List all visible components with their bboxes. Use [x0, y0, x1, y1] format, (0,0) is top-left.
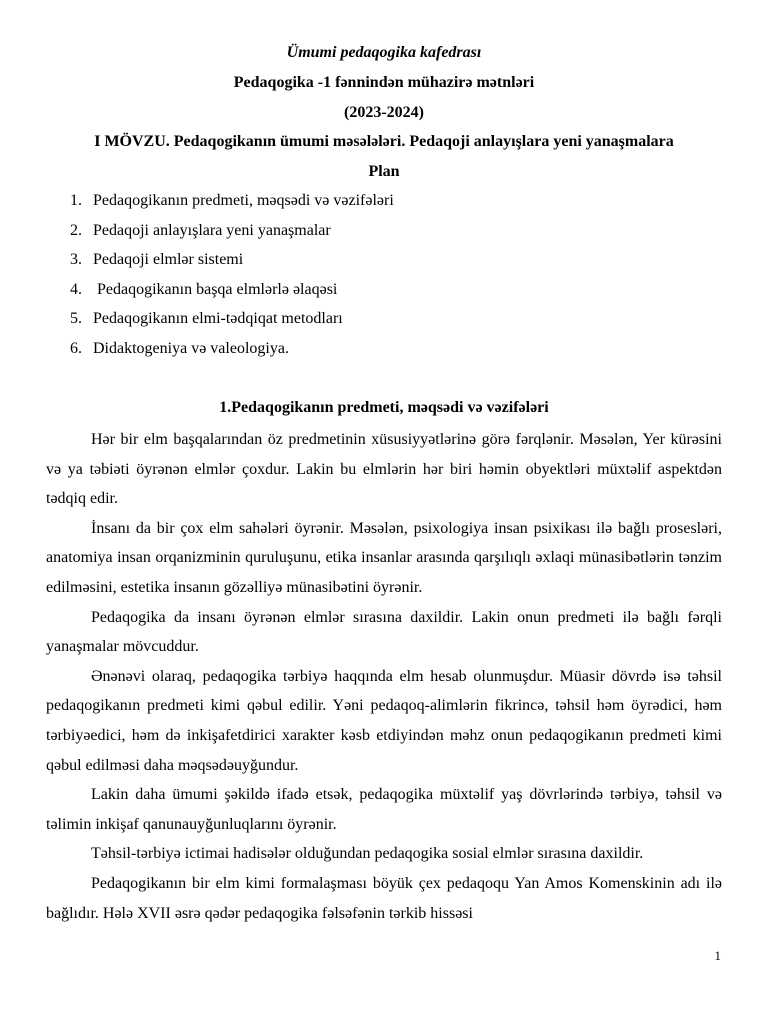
plan-item-number: 1. [70, 192, 82, 209]
page-number: 1 [714, 948, 721, 963]
plan-item-number: 2. [70, 221, 82, 239]
plan-item [70, 280, 394, 310]
body-paragraph: Pedaqogika da insanı öyrənən elmlər sırasına daxildir. Lakin onun predmeti ilə bağlı fərqli yanaşmalar mövcuddur. [46, 608, 722, 656]
body-paragraph: Təhsil-tərbiyə ictimai hadisələr olduğundan pedaqogika sosial elmlər sırasına daxildir. [91, 845, 644, 863]
plan-item-number: 4. [70, 280, 82, 298]
plan-item [70, 221, 394, 251]
body-paragraph: Ənənəvi olaraq, pedaqogika tərbiyə haqqında elm hesab olunmuşdur. Müasir dövrdə isə təhsil pedaqogikanın predmeti kimi qəbul edilir. Yəni pedaqoq-alimlərin fikrincə, təhsil həm öyrədici, həm tərbiyəedici, həm də inkişafetdirici xarakter kəsb etdiyindən məhz onun pedaqogikanın predmeti kimi qəbul edilməsi daha məqsədəuyğundur. [46, 667, 722, 774]
plan-item-text: Pedaqogikanın elmi-tədqiqat metodları [93, 310, 343, 328]
body-paragraph: Pedaqogikanın bir elm kimi formalaşması böyük çex pedaqoqu Yan Amos Komenskinin adı ilə bağlıdır. Hələ XVII əsrə qədər pedaqogika fəlsəfənin tərkib hissəsi [46, 874, 722, 922]
body-paragraph: Hər bir elm başqalarından öz predmetinin xüsusiyyətlərinə görə fərqlənir. Məsələn, Yer kürəsini və ya təbiəti öyrənən elmlər çoxdur. Lakin bu elmlərin hər biri həmin obyektləri müxtəlif aspektdən tədqiq edir. [46, 431, 722, 508]
plan-item-text: Pedaqoji anlayışlara yeni yanaşmalar [93, 221, 331, 239]
plan-item-text: Pedaqogikanın predmeti, məqsədi və vəzifələri [93, 192, 394, 209]
body-paragraph: Lakin daha ümumi şəkildə ifadə etsək, pedaqogika müxtəlif yaş dövrlərində tərbiyə, təhsil və təlimin inkişaf qanunauyğunluqlarını öyrənir. [46, 786, 722, 833]
plan-item-number: 6. [70, 339, 82, 357]
plan-item-number: 5. [70, 310, 82, 328]
department-title: Ümumi pedaqogika kafedrası [286, 44, 482, 61]
plan-item-text: Pedaqoji elmlər sistemi [93, 251, 244, 269]
body-paragraph: İnsanı da bir çox elm sahələri öyrənir. Məsələn, psixologiya insan psixikası ilə bağlı prosesləri, anatomiya insan orqanizminin quruluşunu, etika insanlar arasında qarşılıqlı əxlaqi münasibətlərin tənzim edilməsini, estetika insanın gözəlliyə münasibətini öyrənir. [46, 519, 722, 596]
academic-year: (2023-2024) [344, 104, 424, 121]
plan-item [70, 250, 394, 280]
course-title: Pedaqogika -1 fənnindən mühazirə mətnləri [233, 74, 535, 91]
plan-heading: Plan [368, 163, 400, 180]
plan-item [70, 339, 394, 369]
section-body [46, 425, 722, 928]
plan-item-number: 3. [70, 251, 82, 269]
section-heading: 1.Pedaqogikanın predmeti, məqsədi və vəzifələri [219, 399, 549, 416]
plan-item-text: Didaktogeniya və valeologiya. [93, 339, 289, 357]
plan-item [70, 191, 394, 221]
plan-list [70, 191, 394, 369]
plan-item-text: Pedaqogikanın başqa elmlərlə əlaqəsi [93, 280, 338, 298]
plan-item [70, 309, 394, 339]
topic-title: I MÖVZU. Pedaqogikanın ümumi məsələləri. Pedaqoji anlayışlara yeni yanaşmalara [94, 133, 674, 150]
